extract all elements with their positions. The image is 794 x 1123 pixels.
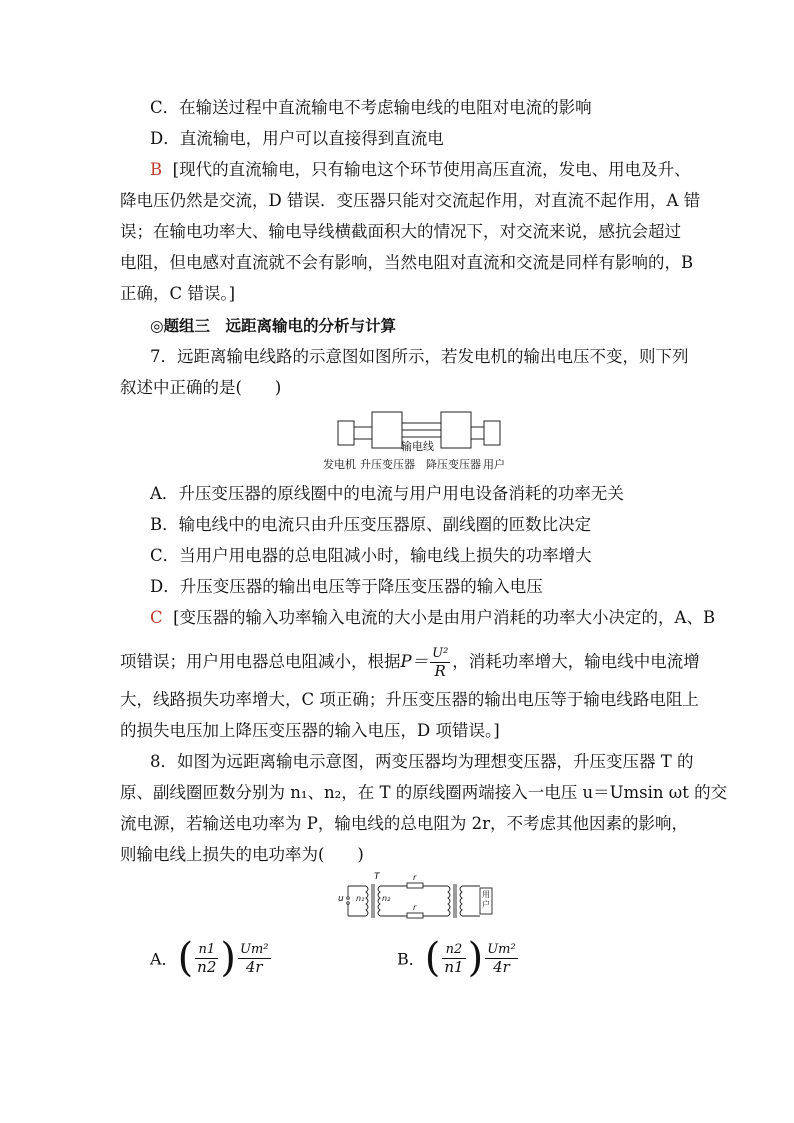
q7-explanation-line1 <box>150 608 715 628</box>
q6-option-d: D．直流输电，用户可以直接得到直流电 <box>150 129 444 148</box>
q7-answer: C <box>150 608 163 627</box>
q8-fig-r-bottom-label: r <box>413 903 417 912</box>
q8-stem-line4: 则输电线上损失的电功率为( ) <box>120 845 364 864</box>
q7-exp2-text-a: 项错误；用户用电器总电阻减小，根据 <box>120 652 401 671</box>
step-up-transformer-box <box>372 412 402 448</box>
fig7-line-label: 输电线 <box>401 440 434 453</box>
q7-option-d: D．升压变压器的输出电压等于降压变压器的输入电压 <box>150 577 543 596</box>
q8-option-a-label: A． <box>150 949 178 969</box>
q7-stem-line1: 7．远距离输电线路的示意图如图所示，若发电机的输出电压不变，则下列 <box>150 347 689 366</box>
q7-exp1-text: [变压器的输入功率输入电流的大小是由用户消耗的功率大小决定的，A、B <box>173 608 716 627</box>
q8-option-a-ratio-num: n1 <box>195 942 218 959</box>
section-title: ◎题组三 远距离输电的分析与计算 <box>150 317 397 335</box>
q6-explanation-line3: 误；在输电功率大、输电导线横截面积大的情况下，对交流来说，感抗会超过 <box>120 222 681 241</box>
q8-option-b-power-den: 4r <box>493 957 510 976</box>
q6-exp1-text: [现代的直流输电，只有输电这个环节使用高压直流，发电、用电及升、 <box>172 160 691 179</box>
q6-answer: B <box>150 160 163 179</box>
step-down-secondary-coil <box>460 886 462 916</box>
q8-option-a-power-num: Um² <box>240 941 269 957</box>
q8-fig-user-label: 用户 <box>482 890 490 909</box>
q6-explanation-line5: 正确，C 错误。] <box>120 284 236 303</box>
q8-stem-line1: 8．如图为远距离输电示意图，两变压器均为理想变压器，升压变压器 T 的 <box>150 752 694 771</box>
q7-option-a: A．升压变压器的原线圈中的电流与用户用电设备消耗的功率无关 <box>150 484 624 503</box>
q6-explanation-line2: 降电压仍然是交流，D 错误．变压器只能对交流起作用，对直流不起作用，A 错 <box>120 191 701 210</box>
step-down-transformer-box <box>441 412 471 448</box>
primary-coil-n1 <box>366 886 368 916</box>
q6-explanation-line4: 电阻，但电感对直流就不会有影响，当然电阻对直流和交流是同样有影响的，B <box>120 253 694 272</box>
q8-option-a-power <box>238 942 271 975</box>
fig7-step-up-label: 升压变压器 <box>360 458 415 471</box>
secondary-coil-n2 <box>378 886 380 916</box>
q7-formula-fraction <box>430 646 450 679</box>
source-terminal-bottom <box>347 902 350 905</box>
resistor-top <box>407 883 423 888</box>
q8-stem-line2: 原、副线圈匝数分别为 n₁、n₂，在 T 的原线圈两端接入一电压 u＝Umsin ωt 的交 <box>120 783 728 802</box>
q6-option-c: C．在输送过程中直流输电不考虑输电线的电阻对电流的影响 <box>150 98 592 117</box>
q6-explanation-line1 <box>150 160 691 180</box>
q8-option-a-power-den: 4r <box>245 957 263 976</box>
q8-stem-line3: 流电源，若输送电功率为 P，输电线的总电阻为 2r，不考虑其他因素的影响， <box>120 814 688 833</box>
q7-explanation-line2 <box>120 644 700 680</box>
q8-option-b-ratio-num: n2 <box>442 942 465 959</box>
q8-option-a-paren-open: ( <box>177 935 194 981</box>
q8-option-b-ratio-den: n1 <box>444 957 464 976</box>
q7-formula-lhs: P＝ <box>400 652 429 671</box>
user-box <box>484 421 500 445</box>
q8-option-b-label: B． <box>397 949 425 969</box>
q8-option-a-paren-close: ) <box>220 935 236 981</box>
fig7-generator-label: 发电机 <box>323 458 356 471</box>
q8-fig-n1-label: n₁ <box>356 894 365 903</box>
q7-transmission-diagram <box>320 408 510 474</box>
q7-option-c: C．当用户用电器的总电阻减小时，输电线上损失的功率增大 <box>150 546 592 565</box>
q8-circuit-diagram <box>330 872 500 928</box>
q7-option-b: B．输电线中的电流只由升压变压器原、副线圈的匝数比决定 <box>150 515 592 534</box>
fig7-user-label: 用户 <box>483 458 505 471</box>
generator-box <box>338 421 354 445</box>
source-terminal-top <box>347 897 350 900</box>
q8-option-b-paren-open: ( <box>424 935 441 981</box>
q8-fig-n2-label: n₂ <box>382 894 391 903</box>
q8-option-b-paren-close: ) <box>467 935 484 981</box>
q7-explanation-line3: 大，线路损失功率增大，C 项正确；升压变压器的输出电压等于输电线路电阻上 <box>120 690 699 709</box>
q8-option-a <box>150 935 273 981</box>
q8-option-b-ratio <box>442 942 465 975</box>
q7-explanation-line4: 的损失电压加上降压变压器的输入电压，D 项错误。] <box>120 721 500 740</box>
resistor-bottom <box>407 913 423 918</box>
q8-fig-r-top-label: r <box>413 873 417 882</box>
q8-fig-t-label: T <box>374 872 380 882</box>
q7-exp2-text-b: ，消耗功率增大，输电线中电流增 <box>452 652 700 671</box>
fig7-step-down-label: 降压变压器 <box>426 458 481 471</box>
q8-option-a-ratio-den: n2 <box>197 957 217 976</box>
step-down-primary-coil <box>448 886 450 916</box>
q7-formula-numerator: U² <box>432 646 449 661</box>
q8-option-b-power <box>485 942 518 975</box>
q7-formula-denominator: R <box>434 662 446 680</box>
q8-fig-u-label: u <box>338 894 344 904</box>
q8-option-b <box>397 935 520 981</box>
q8-option-a-ratio <box>195 942 218 975</box>
q8-option-b-power-num: Um² <box>487 941 516 957</box>
q7-stem-line2: 叙述中正确的是( ) <box>120 378 282 397</box>
